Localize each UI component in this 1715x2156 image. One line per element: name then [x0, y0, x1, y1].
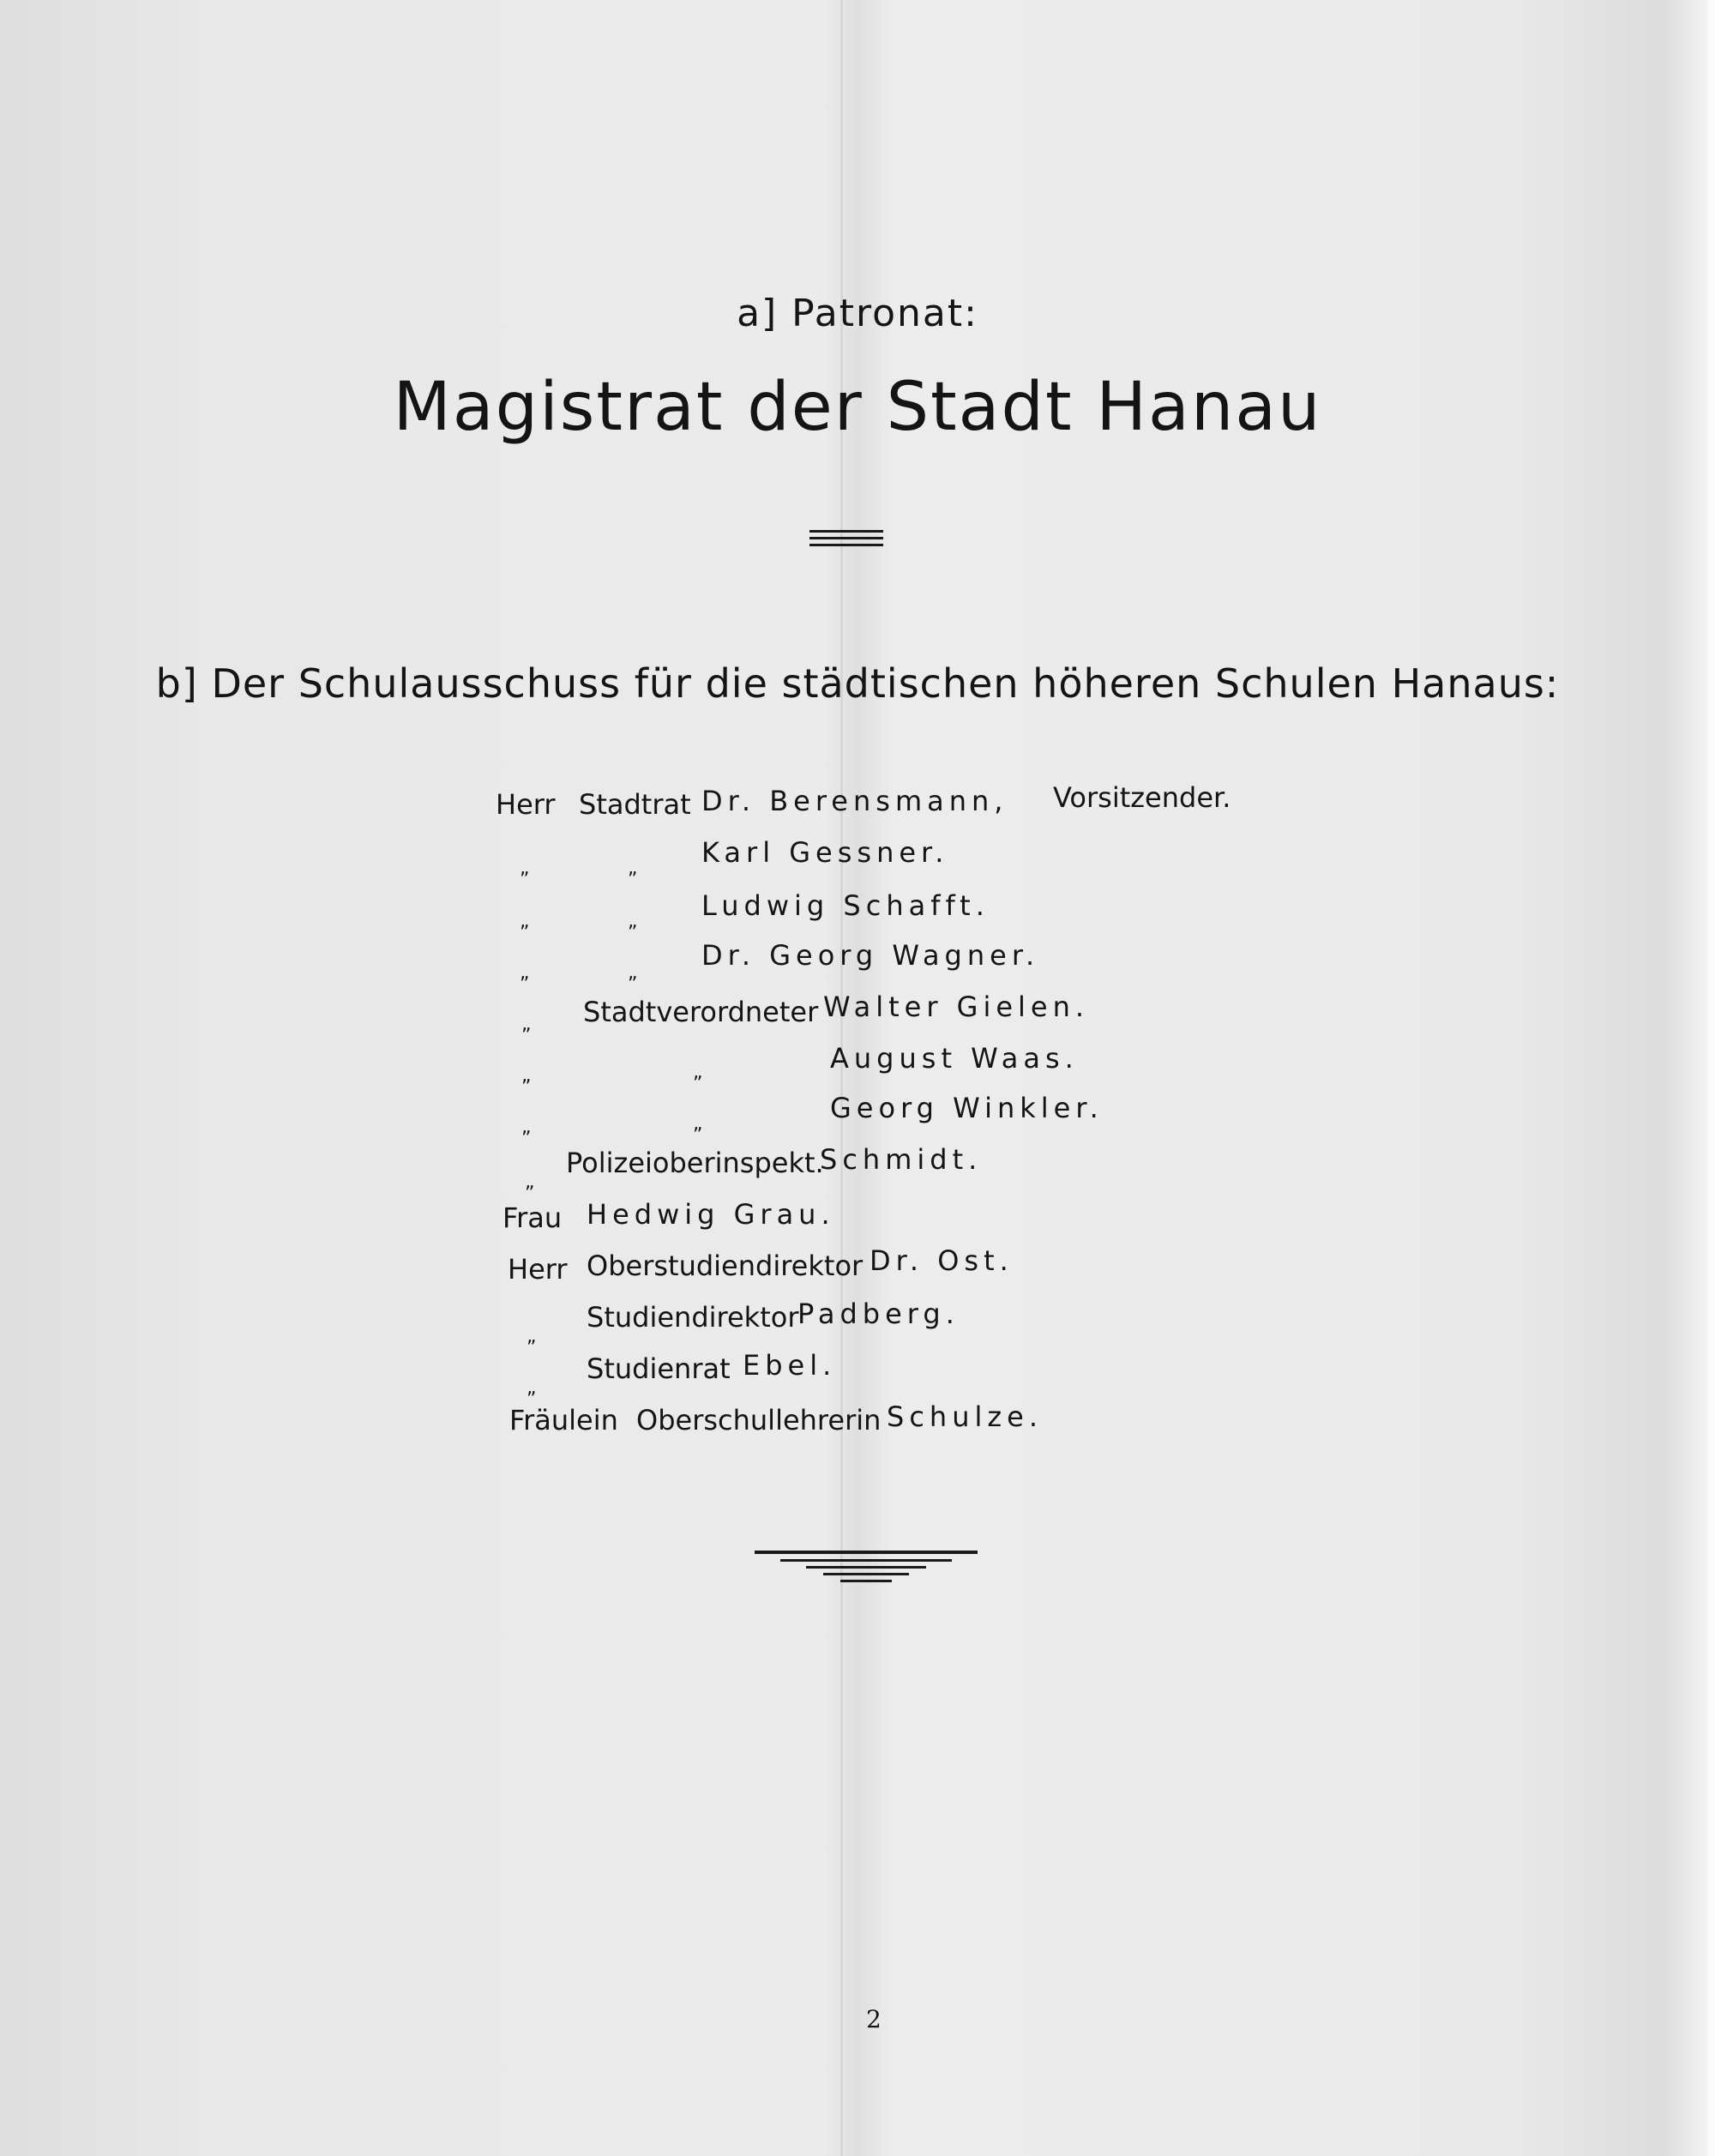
member-9-name: Hedwig Grau.: [587, 1198, 835, 1231]
member-1-title: Stadtrat: [579, 788, 691, 821]
member-5-title: Stadtverordneter: [583, 996, 819, 1028]
member-13-title: Oberschullehrerin: [636, 1404, 882, 1436]
member-11-salutation: „: [527, 1326, 537, 1347]
member-10-name: Dr. Ost.: [870, 1244, 1014, 1277]
member-13-name: Schulze.: [887, 1400, 1044, 1433]
member-5-name: Walter Gielen.: [823, 991, 1090, 1023]
member-6-salutation: „: [521, 1065, 532, 1087]
member-7-title: „: [693, 1113, 703, 1135]
member-2-title: „: [628, 858, 638, 879]
member-11-name: Padberg.: [797, 1298, 960, 1330]
section-a-label: a] Patronat:: [737, 292, 978, 335]
member-12-salutation: „: [527, 1377, 537, 1399]
section-a-title: Magistrat der Stadt Hanau: [393, 369, 1322, 446]
page-number: 2: [866, 2005, 882, 2033]
member-5-salutation: „: [521, 1014, 532, 1035]
member-1-role: Vorsitzender.: [1053, 781, 1231, 814]
member-1-salutation: Herr: [496, 788, 556, 821]
member-2-salutation: „: [520, 858, 530, 879]
member-2-name: Karl Gessner.: [701, 836, 949, 869]
member-8-name: Schmidt.: [820, 1143, 983, 1176]
member-7-name: Georg Winkler.: [830, 1092, 1104, 1124]
member-11-title: Studiendirektor: [587, 1301, 799, 1334]
member-3-title: „: [628, 911, 638, 932]
member-12-title: Studienrat: [587, 1352, 731, 1385]
member-8-title: Polizeioberinspekt.: [566, 1147, 824, 1179]
member-4-name: Dr. Georg Wagner.: [701, 939, 1040, 972]
member-13-salutation: Fräulein: [509, 1404, 618, 1436]
member-10-title: Oberstudiendirektor: [587, 1250, 864, 1282]
member-1-name: Dr. Berensmann,: [701, 785, 1008, 817]
member-3-salutation: „: [520, 911, 530, 932]
member-3-name: Ludwig Schafft.: [701, 889, 990, 922]
member-9-salutation: Frau: [502, 1201, 563, 1234]
decorative-tapered-rule: [755, 1551, 978, 1593]
member-12-name: Ebel.: [743, 1349, 837, 1382]
section-b-heading: b] Der Schulausschuss für die städtischen höheren Schulen Hanaus:: [155, 660, 1560, 707]
member-10-salutation: Herr: [508, 1253, 568, 1286]
member-4-salutation: „: [520, 962, 530, 984]
member-7-salutation: „: [521, 1117, 532, 1138]
member-8-salutation: „: [525, 1171, 535, 1193]
member-6-name: August Waas.: [830, 1042, 1079, 1075]
member-4-title: „: [628, 962, 638, 984]
member-6-title: „: [693, 1062, 703, 1083]
